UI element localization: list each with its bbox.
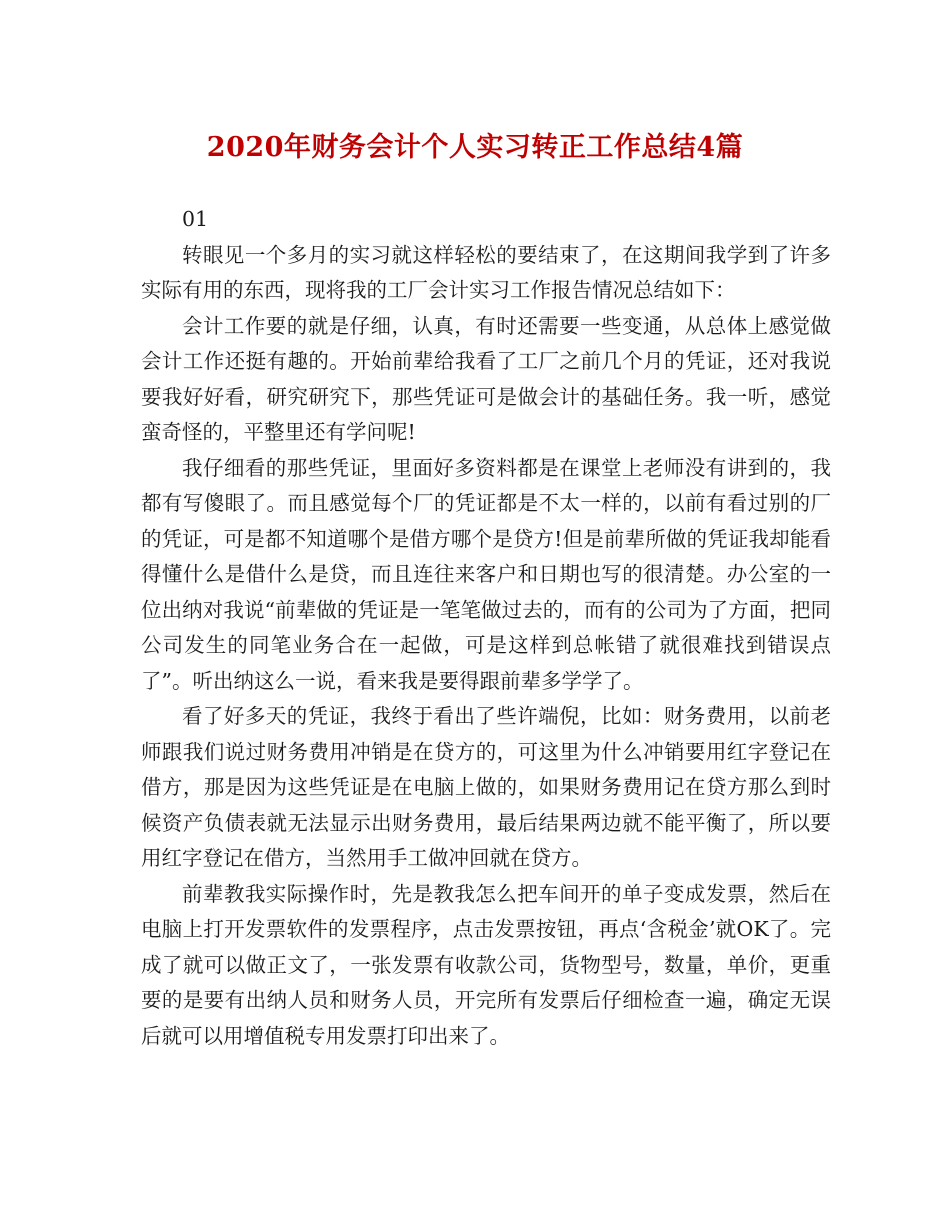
paragraph-3: 我仔细看的那些凭证，里面好多资料都是在课堂上老师没有讲到的，我都有写傻眼了。而且感觉每个厂的凭证都是不太一样的，以前有看过别的厂的凭证，可是都不知道哪个是借方哪个是贷方!但是前辈所做的凭证我却能看得懂什么是借什么是贷，而且连往来客户和日期也写的很清楚。办公室的一位出纳对我说“前辈做的凭证是一笔笔做过去的，而有的公司为了方面，把同公司发生的同笔业务合在一起做，可是这样到总帐错了就很难找到错误点了”。听出纳这么一说，看来我是要得跟前辈多学学了。 [141, 455, 831, 693]
document-title: 2020年财务会计个人实习转正工作总结4篇 [206, 132, 744, 163]
paragraph-1: 转眼见一个多月的实习就这样轻松的要结束了，在这期间我学到了许多实际有用的东西，现将我的工厂会计实习工作报告情况总结如下： [141, 242, 831, 302]
paragraph-5: 前辈教我实际操作时，先是教我怎么把车间开的单子变成发票，然后在电脑上打开发票软件的发票程序，点击发票按钮，再点‘含税金’就OK了。完成了就可以做正文了，一张发票有收款公司，货物型号，数量，单价，更重要的是要有出纳人员和财务人员，开完所有发票后仔细检查一遍，确定无误后就可以用增值税专用发票打印出来了。 [141, 881, 831, 1048]
section-number: 01 [182, 207, 209, 231]
document-body [141, 202, 831, 1054]
paragraph-2: 会计工作要的就是仔细，认真，有时还需要一些变通，从总体上感觉做会计工作还挺有趣的。开始前辈给我看了工厂之前几个月的凭证，还对我说要我好好看，研究研究下，那些凭证可是做会计的基础任务。我一听，感觉蛮奇怪的，平整里还有学问呢! [141, 313, 831, 444]
paragraph-4: 看了好多天的凭证，我终于看出了些许端倪，比如：财务费用，以前老师跟我们说过财务费用冲销是在贷方的，可这里为什么冲销要用红字登记在借方，那是因为这些凭证是在电脑上做的，如果财务费用记在贷方那么到时候资产负债表就无法显示出财务费用，最后结果两边就不能平衡了，所以要用红字登记在借方，当然用手工做冲回就在贷方。 [141, 704, 831, 870]
